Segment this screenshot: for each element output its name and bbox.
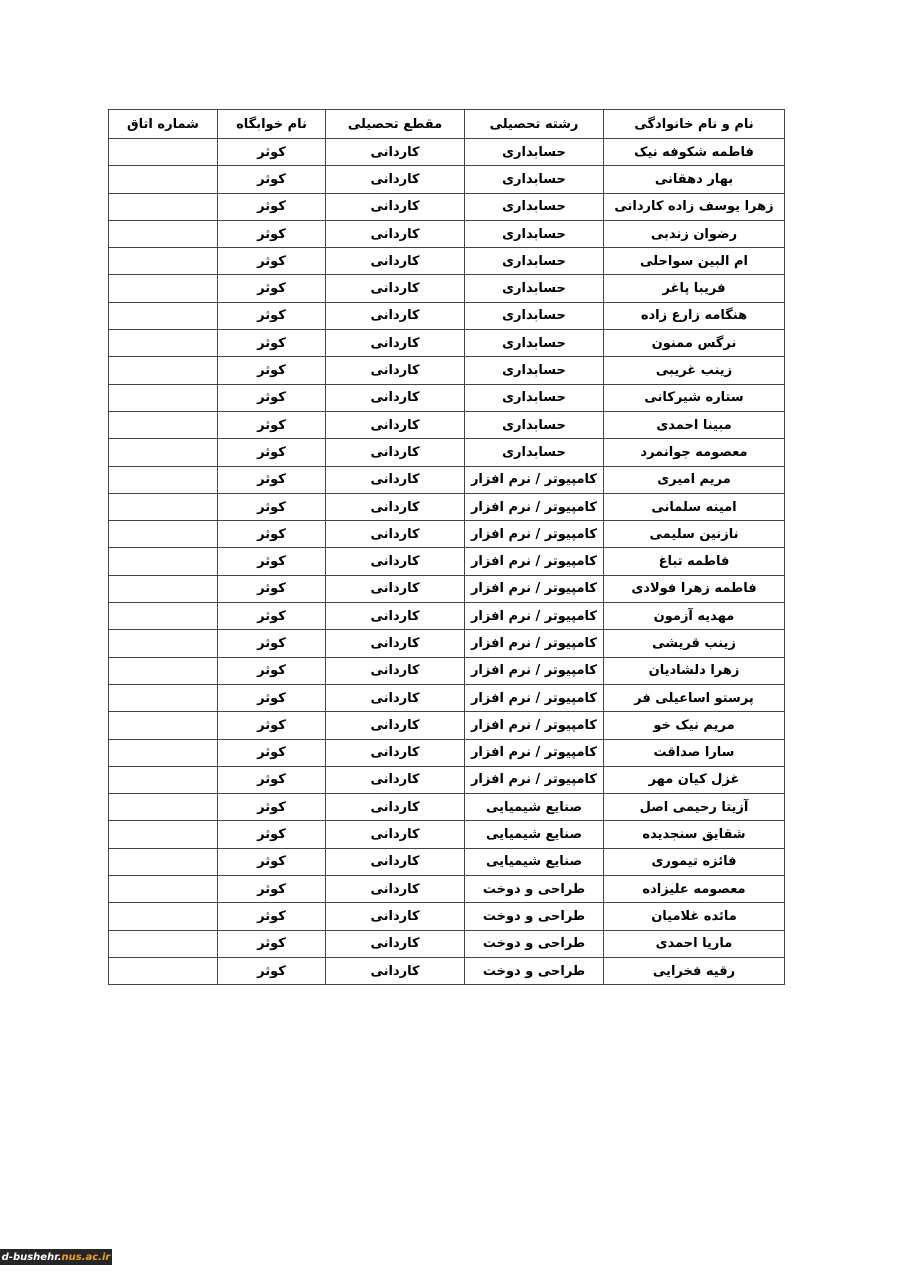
cell-name: فائزه تیموری	[604, 848, 785, 875]
cell-major: حسابداری	[465, 439, 604, 466]
cell-name: معصومه علیزاده	[604, 876, 785, 903]
cell-dorm: کوثر	[218, 548, 326, 575]
cell-level: کاردانی	[326, 794, 465, 821]
table-body	[109, 139, 785, 985]
cell-name: بهار دهقانی	[604, 166, 785, 193]
cell-level: کاردانی	[326, 821, 465, 848]
header-room: شماره اتاق	[109, 110, 218, 139]
cell-room	[109, 302, 218, 329]
cell-dorm: کوثر	[218, 220, 326, 247]
cell-name: فاطمه زهرا فولادی	[604, 575, 785, 602]
cell-major: حسابداری	[465, 166, 604, 193]
table-row	[109, 848, 785, 875]
cell-level: کاردانی	[326, 493, 465, 520]
cell-major: حسابداری	[465, 330, 604, 357]
cell-major: طراحی و دوخت	[465, 957, 604, 984]
table-row	[109, 821, 785, 848]
cell-name: سارا صداقت	[604, 739, 785, 766]
cell-dorm: کوثر	[218, 411, 326, 438]
cell-room	[109, 630, 218, 657]
cell-name: پرستو اساعیلی فر	[604, 684, 785, 711]
table-row	[109, 302, 785, 329]
cell-name: فاطمه شکوفه نیک	[604, 139, 785, 166]
cell-level: کاردانی	[326, 521, 465, 548]
cell-level: کاردانی	[326, 630, 465, 657]
cell-room	[109, 957, 218, 984]
cell-major: کامپیوتر / نرم افزار	[465, 493, 604, 520]
cell-major: کامپیوتر / نرم افزار	[465, 575, 604, 602]
cell-name: مائده غلامیان	[604, 903, 785, 930]
cell-level: کاردانی	[326, 876, 465, 903]
cell-name: شقایق سنجدیده	[604, 821, 785, 848]
cell-level: کاردانی	[326, 139, 465, 166]
cell-room	[109, 684, 218, 711]
cell-room	[109, 848, 218, 875]
table-header-row	[109, 110, 785, 139]
cell-level: کاردانی	[326, 439, 465, 466]
cell-level: کاردانی	[326, 739, 465, 766]
cell-dorm: کوثر	[218, 684, 326, 711]
cell-name: مریم امیری	[604, 466, 785, 493]
cell-dorm: کوثر	[218, 657, 326, 684]
cell-name: زینب قریشی	[604, 630, 785, 657]
cell-name: ماریا احمدی	[604, 930, 785, 957]
table-row	[109, 330, 785, 357]
table-row	[109, 166, 785, 193]
cell-major: حسابداری	[465, 275, 604, 302]
cell-level: کاردانی	[326, 657, 465, 684]
table-row	[109, 739, 785, 766]
cell-dorm: کوثر	[218, 848, 326, 875]
cell-name: فریبا پاغر	[604, 275, 785, 302]
cell-name: غزل کیان مهر	[604, 766, 785, 793]
cell-major: حسابداری	[465, 411, 604, 438]
cell-dorm: کوثر	[218, 248, 326, 275]
table-row	[109, 930, 785, 957]
cell-level: کاردانی	[326, 848, 465, 875]
cell-room	[109, 657, 218, 684]
table-row	[109, 357, 785, 384]
cell-room	[109, 903, 218, 930]
table-row	[109, 957, 785, 984]
cell-major: طراحی و دوخت	[465, 903, 604, 930]
cell-name: فاطمه تباغ	[604, 548, 785, 575]
cell-level: کاردانی	[326, 766, 465, 793]
cell-name: زهرا دلشادیان	[604, 657, 785, 684]
cell-dorm: کوثر	[218, 575, 326, 602]
cell-major: کامپیوتر / نرم افزار	[465, 766, 604, 793]
cell-room	[109, 248, 218, 275]
table-row	[109, 684, 785, 711]
cell-name: آزیتا رحیمی اصل	[604, 794, 785, 821]
cell-major: طراحی و دوخت	[465, 876, 604, 903]
cell-room	[109, 220, 218, 247]
cell-major: حسابداری	[465, 357, 604, 384]
table-row	[109, 603, 785, 630]
cell-major: طراحی و دوخت	[465, 930, 604, 957]
cell-room	[109, 193, 218, 220]
table-row	[109, 193, 785, 220]
table-row	[109, 657, 785, 684]
cell-major: کامپیوتر / نرم افزار	[465, 521, 604, 548]
cell-dorm: کوثر	[218, 466, 326, 493]
cell-major: حسابداری	[465, 220, 604, 247]
cell-major: کامپیوتر / نرم افزار	[465, 466, 604, 493]
cell-room	[109, 493, 218, 520]
cell-level: کاردانی	[326, 684, 465, 711]
cell-room	[109, 876, 218, 903]
cell-name: ستاره شیرکانی	[604, 384, 785, 411]
cell-name: امینه سلمانی	[604, 493, 785, 520]
table-row	[109, 493, 785, 520]
cell-room	[109, 521, 218, 548]
table-row	[109, 411, 785, 438]
header-name: نام و نام خانوادگی	[604, 110, 785, 139]
cell-dorm: کوثر	[218, 275, 326, 302]
cell-dorm: کوثر	[218, 384, 326, 411]
header-dorm: نام خوابگاه	[218, 110, 326, 139]
cell-name: مهدیه آزمون	[604, 603, 785, 630]
cell-level: کاردانی	[326, 302, 465, 329]
cell-room	[109, 357, 218, 384]
cell-dorm: کوثر	[218, 357, 326, 384]
cell-level: کاردانی	[326, 930, 465, 957]
cell-dorm: کوثر	[218, 166, 326, 193]
dormitory-assignment-table	[108, 109, 785, 985]
cell-name: معصومه جوانمرد	[604, 439, 785, 466]
cell-major: صنایع شیمیایی	[465, 794, 604, 821]
cell-dorm: کوثر	[218, 493, 326, 520]
cell-level: کاردانی	[326, 248, 465, 275]
cell-room	[109, 739, 218, 766]
cell-room	[109, 794, 218, 821]
cell-major: کامپیوتر / نرم افزار	[465, 712, 604, 739]
cell-level: کاردانی	[326, 548, 465, 575]
cell-dorm: کوثر	[218, 930, 326, 957]
table-row	[109, 275, 785, 302]
table-row	[109, 248, 785, 275]
cell-name: هنگامه زارع زاده	[604, 302, 785, 329]
header-level: مقطع تحصیلی	[326, 110, 465, 139]
cell-major: کامپیوتر / نرم افزار	[465, 684, 604, 711]
cell-major: کامپیوتر / نرم افزار	[465, 548, 604, 575]
cell-dorm: کوثر	[218, 876, 326, 903]
cell-name: ام البین سواحلی	[604, 248, 785, 275]
cell-major: کامپیوتر / نرم افزار	[465, 739, 604, 766]
cell-dorm: کوثر	[218, 821, 326, 848]
site-url-suffix: nus.ac.ir	[61, 1251, 111, 1263]
table-row	[109, 220, 785, 247]
cell-dorm: کوثر	[218, 439, 326, 466]
cell-major: کامپیوتر / نرم افزار	[465, 657, 604, 684]
cell-level: کاردانی	[326, 193, 465, 220]
cell-level: کاردانی	[326, 357, 465, 384]
cell-name: نرگس ممنون	[604, 330, 785, 357]
cell-dorm: کوثر	[218, 712, 326, 739]
table-row	[109, 139, 785, 166]
cell-room	[109, 384, 218, 411]
cell-name: مریم نیک خو	[604, 712, 785, 739]
table-row	[109, 439, 785, 466]
cell-major: حسابداری	[465, 193, 604, 220]
table-row	[109, 630, 785, 657]
cell-room	[109, 712, 218, 739]
cell-dorm: کوثر	[218, 603, 326, 630]
cell-level: کاردانی	[326, 957, 465, 984]
cell-dorm: کوثر	[218, 302, 326, 329]
cell-name: رضوان زندبی	[604, 220, 785, 247]
cell-level: کاردانی	[326, 603, 465, 630]
table-row	[109, 575, 785, 602]
cell-level: کاردانی	[326, 903, 465, 930]
cell-name: نازنین سلیمی	[604, 521, 785, 548]
cell-level: کاردانی	[326, 384, 465, 411]
table-row	[109, 766, 785, 793]
cell-dorm: کوثر	[218, 903, 326, 930]
table-row	[109, 876, 785, 903]
cell-room	[109, 439, 218, 466]
cell-level: کاردانی	[326, 275, 465, 302]
cell-major: کامپیوتر / نرم افزار	[465, 603, 604, 630]
cell-level: کاردانی	[326, 575, 465, 602]
cell-room	[109, 821, 218, 848]
cell-room	[109, 466, 218, 493]
cell-room	[109, 575, 218, 602]
cell-major: کامپیوتر / نرم افزار	[465, 630, 604, 657]
cell-room	[109, 411, 218, 438]
cell-dorm: کوثر	[218, 739, 326, 766]
cell-dorm: کوثر	[218, 521, 326, 548]
cell-room	[109, 275, 218, 302]
cell-major: حسابداری	[465, 248, 604, 275]
cell-dorm: کوثر	[218, 766, 326, 793]
cell-major: حسابداری	[465, 302, 604, 329]
cell-major: حسابداری	[465, 384, 604, 411]
site-url-badge	[0, 1249, 112, 1265]
cell-dorm: کوثر	[218, 139, 326, 166]
cell-room	[109, 548, 218, 575]
cell-major: صنایع شیمیایی	[465, 848, 604, 875]
cell-major: صنایع شیمیایی	[465, 821, 604, 848]
table-row	[109, 521, 785, 548]
cell-dorm: کوثر	[218, 193, 326, 220]
cell-room	[109, 766, 218, 793]
cell-level: کاردانی	[326, 220, 465, 247]
cell-level: کاردانی	[326, 330, 465, 357]
cell-level: کاردانی	[326, 466, 465, 493]
cell-dorm: کوثر	[218, 630, 326, 657]
table-row	[109, 466, 785, 493]
cell-name: زینب غریبی	[604, 357, 785, 384]
table-row	[109, 903, 785, 930]
header-major: رشته تحصیلی	[465, 110, 604, 139]
cell-level: کاردانی	[326, 712, 465, 739]
cell-dorm: کوثر	[218, 330, 326, 357]
cell-room	[109, 930, 218, 957]
cell-level: کاردانی	[326, 166, 465, 193]
cell-room	[109, 139, 218, 166]
cell-name: مبینا احمدی	[604, 411, 785, 438]
table-row	[109, 712, 785, 739]
cell-name: زهرا یوسف زاده کاردانی	[604, 193, 785, 220]
cell-room	[109, 330, 218, 357]
table-row	[109, 794, 785, 821]
table-row	[109, 384, 785, 411]
cell-dorm: کوثر	[218, 794, 326, 821]
cell-major: حسابداری	[465, 139, 604, 166]
table-row	[109, 548, 785, 575]
cell-room	[109, 603, 218, 630]
cell-name: رقیه فخرایی	[604, 957, 785, 984]
cell-dorm: کوثر	[218, 957, 326, 984]
site-url-prefix: d-bushehr.	[1, 1251, 62, 1263]
cell-level: کاردانی	[326, 411, 465, 438]
cell-room	[109, 166, 218, 193]
